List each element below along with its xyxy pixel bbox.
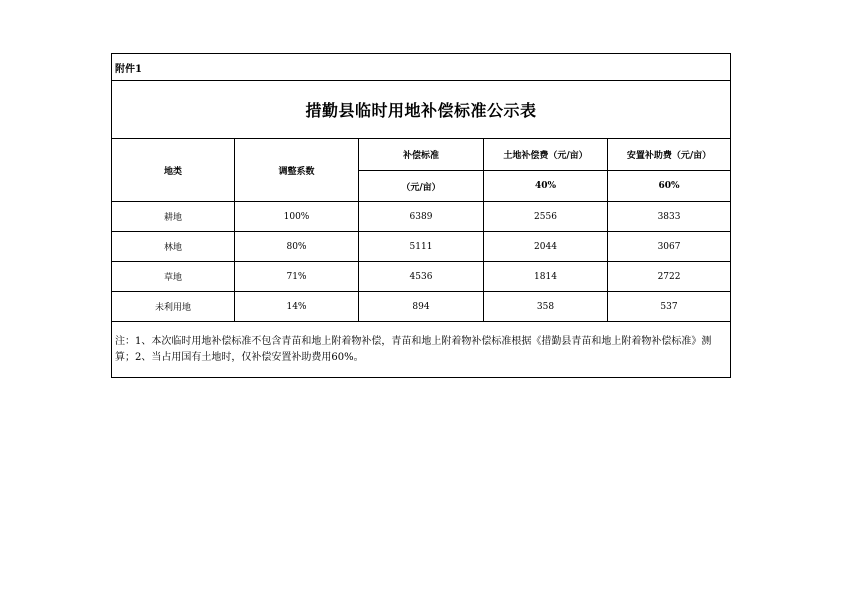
table-row [112,202,731,232]
table-note: 注：1、本次临时用地补偿标准不包含青苗和地上附着物补偿，青苗和地上附着物补偿标准根据《措勤县青苗和地上附着物补偿标准》测算；2、当占用国有土地时，仅补偿安置补助费用60%。 [112,322,731,378]
cell-land-type: 耕地 [112,202,235,232]
header-resettlement-subsidy-pct: 60% [608,171,731,202]
table-title: 措勤县临时用地补偿标准公示表 [112,81,731,139]
cell-land-fee: 2556 [484,202,608,232]
header-land-type: 地类 [112,139,235,202]
cell-standard: 894 [359,292,484,322]
cell-coefficient: 100% [235,202,359,232]
cell-resettle-fee: 3067 [608,232,731,262]
cell-standard: 4536 [359,262,484,292]
cell-coefficient: 14% [235,292,359,322]
header-land-compensation: 土地补偿费（元/亩） [484,139,608,171]
cell-resettle-fee: 2722 [608,262,731,292]
header-compensation-unit: （元/亩） [359,171,484,202]
cell-land-fee: 1814 [484,262,608,292]
cell-coefficient: 71% [235,262,359,292]
cell-coefficient: 80% [235,232,359,262]
table-row [112,292,731,322]
table-row [112,262,731,292]
cell-land-fee: 358 [484,292,608,322]
cell-land-fee: 2044 [484,232,608,262]
cell-land-type: 未利用地 [112,292,235,322]
table-row [112,232,731,262]
header-coefficient: 调整系数 [235,139,359,202]
attachment-label: 附件1 [112,54,731,81]
compensation-table [111,53,731,378]
header-land-compensation-pct: 40% [484,171,608,202]
cell-resettle-fee: 3833 [608,202,731,232]
header-resettlement-subsidy: 安置补助费（元/亩） [608,139,731,171]
cell-land-type: 草地 [112,262,235,292]
header-compensation-standard: 补偿标准 [359,139,484,171]
cell-resettle-fee: 537 [608,292,731,322]
cell-land-type: 林地 [112,232,235,262]
cell-standard: 5111 [359,232,484,262]
cell-standard: 6389 [359,202,484,232]
